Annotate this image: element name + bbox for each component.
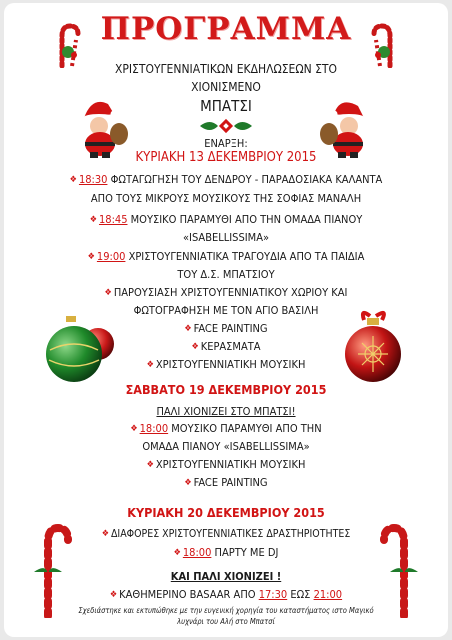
item-text: ΧΡΙΣΤΟΥΓΕΝΝΙΑΤΙΚΑ ΤΡΑΓΟΥΔΙΑ ΑΠΟ ΤΑ ΠΑΙΔΙΑ (125, 250, 365, 263)
bullet-icon: ❖ (130, 424, 138, 434)
day2-item-1 (0, 422, 452, 435)
red-bauble-icon (340, 308, 410, 386)
subtitle-line-3: ΜΠΑΤΣΙ (200, 97, 252, 115)
day3-tagline: ΚΑΙ ΠΑΛΙ ΧΙΟΝΙΖΕΙ ! (170, 570, 282, 583)
item-text: ΦΩΤΑΓΩΓΗΣΗ ΤΟΥ ΔΕΝΔΡΟΥ - ΠΑΡΑΔΟΣΙΑΚΑ ΚΑΛΑΝΤΑ (107, 173, 383, 186)
day1-item-3 (0, 250, 452, 263)
bullet-icon: ❖ (89, 215, 97, 225)
item-time: 18:00 (182, 546, 212, 559)
day2-item-2 (0, 458, 452, 471)
day3-heading: ΚΥΡΙΑΚΗ 20 ΔΕΚΕΜΒΡΙΟΥ 2015 (127, 505, 325, 520)
day3-item-1 (0, 528, 452, 540)
day2-item-3 (0, 476, 452, 489)
day1-item-1-line2: ΑΠΟ ΤΟΥΣ ΜΙΚΡΟΥΣ ΜΟΥΣΙΚΟΥΣ ΤΗΣ ΣΟΦΙΑΣ ΜΑΝΑΛΗ (90, 192, 362, 205)
day1-item-2 (0, 213, 452, 226)
item-text: ΚΕΡΑΣΜΑΤΑ (200, 340, 261, 353)
bullet-icon: ❖ (87, 252, 95, 262)
day2-tagline: ΠΑΛΙ ΧΙΟΝΙΖΕΙ ΣΤΟ ΜΠΑΤΣΙ! (156, 405, 296, 418)
item-time: 18:30 (78, 173, 108, 186)
ornament-divider-icon (196, 118, 256, 134)
day1-item-2-line2: «ISABELLISSIMA» (182, 231, 270, 244)
day1-item-1 (0, 173, 452, 186)
item-text: ΔΙΑΦΟΡΕΣ ΧΡΙΣΤΟΥΓΕΝΝΙΑΤΙΚΕΣ ΔΡΑΣΤΗΡΙΟΤΗΤΕΣ (110, 528, 351, 540)
bullet-icon: ❖ (184, 478, 192, 488)
item-text: ΧΡΙΣΤΟΥΓΕΝΝΙΑΤΙΚΗ ΜΟΥΣΙΚΗ (155, 458, 306, 471)
bazaar-text: ΚΑΘΗΜΕΡΙΝΟ BASAAR ΑΠΟ (119, 588, 259, 601)
bullet-icon: ❖ (146, 460, 154, 470)
bazaar-start-time: 17:30 (258, 588, 288, 601)
bullet-icon: ❖ (173, 548, 181, 558)
poster-title: ΠΡΟΓΡΑΜΜΑ (100, 11, 352, 47)
item-time: 18:00 (139, 422, 169, 435)
item-text: ΜΟΥΣΙΚΟ ΠΑΡΑΜΥΘΙ ΑΠΟ ΤΗΝ ΟΜΑΔΑ ΠΙΑΝΟΥ (127, 213, 363, 226)
bullet-icon: ❖ (191, 342, 199, 352)
bullet-icon: ❖ (104, 288, 112, 298)
item-text: ΜΟΥΣΙΚΟ ΠΑΡΑΜΥΘΙ ΑΠΟ ΤΗΝ (168, 422, 322, 435)
bazaar-end-time: 21:00 (313, 588, 343, 601)
bazaar-to: ΕΩΣ (287, 588, 314, 601)
item-time: 19:00 (96, 250, 126, 263)
day2-heading: ΣΑΒΒΑΤΟ 19 ΔΕΚΕΜΒΡΙΟΥ 2015 (125, 382, 327, 397)
opening-label: ΕΝΑΡΞΗ: (204, 137, 248, 150)
subtitle-line-1: ΧΡΙΣΤΟΥΓΕΝΝΙΑΤΙΚΩΝ ΕΚΔΗΛΩΣΕΩΝ ΣΤΟ (114, 62, 338, 76)
bullet-icon: ❖ (109, 590, 118, 600)
day1-item-4 (0, 286, 452, 299)
bullet-icon: ❖ (101, 529, 109, 539)
bullet-icon: ❖ (184, 324, 192, 334)
day3-item-2 (0, 546, 452, 559)
item-text: ΧΡΙΣΤΟΥΓΕΝΝΙΑΤΙΚΗ ΜΟΥΣΙΚΗ (155, 358, 306, 371)
item-text: FACE PAINTING (193, 322, 268, 335)
green-bauble-icon (40, 310, 120, 390)
bullet-icon: ❖ (69, 175, 77, 185)
day1-item-4-line2: ΦΩΤΟΓΡΑΦΗΣΗ ΜΕ ΤΟΝ ΑΓΙΟ ΒΑΣΙΛΗ (133, 304, 319, 317)
day2-item-1-line2: ΟΜΑΔΑ ΠΙΑΝΟΥ «ISABELLISSIMA» (142, 440, 310, 453)
day1-item-3-line2: ΤΟΥ Δ.Σ. ΜΠΑΤΣΙΟΥ (177, 268, 275, 281)
item-text: ΠΑΡΤΥ ΜΕ DJ (211, 546, 279, 559)
item-text: FACE PAINTING (193, 476, 268, 489)
day1-heading: ΚΥΡΙΑΚΗ 13 ΔΕΚΕΜΒΡΙΟΥ 2015 (135, 150, 317, 165)
bazaar-line (0, 588, 452, 601)
subtitle-line-2: ΧΙΟΝΙΣΜΕΝΟ (191, 80, 261, 94)
item-time: 18:45 (98, 213, 128, 226)
item-text: ΠΑΡΟΥΣΙΑΣΗ ΧΡΙΣΤΟΥΓΕΝΝΙΑΤΙΚΟΥ ΧΩΡΙΟΥ ΚΑΙ (113, 286, 348, 299)
bullet-icon: ❖ (146, 360, 154, 370)
sponsor-line-1: Σχεδιάστηκε και εκτυπώθηκε με την ευγενική χορηγία του καταστήματος ιστο Μαγικό (78, 606, 374, 615)
sponsor-line-2: λυχνάρι του Αλή στο Μπατσί (177, 617, 275, 626)
